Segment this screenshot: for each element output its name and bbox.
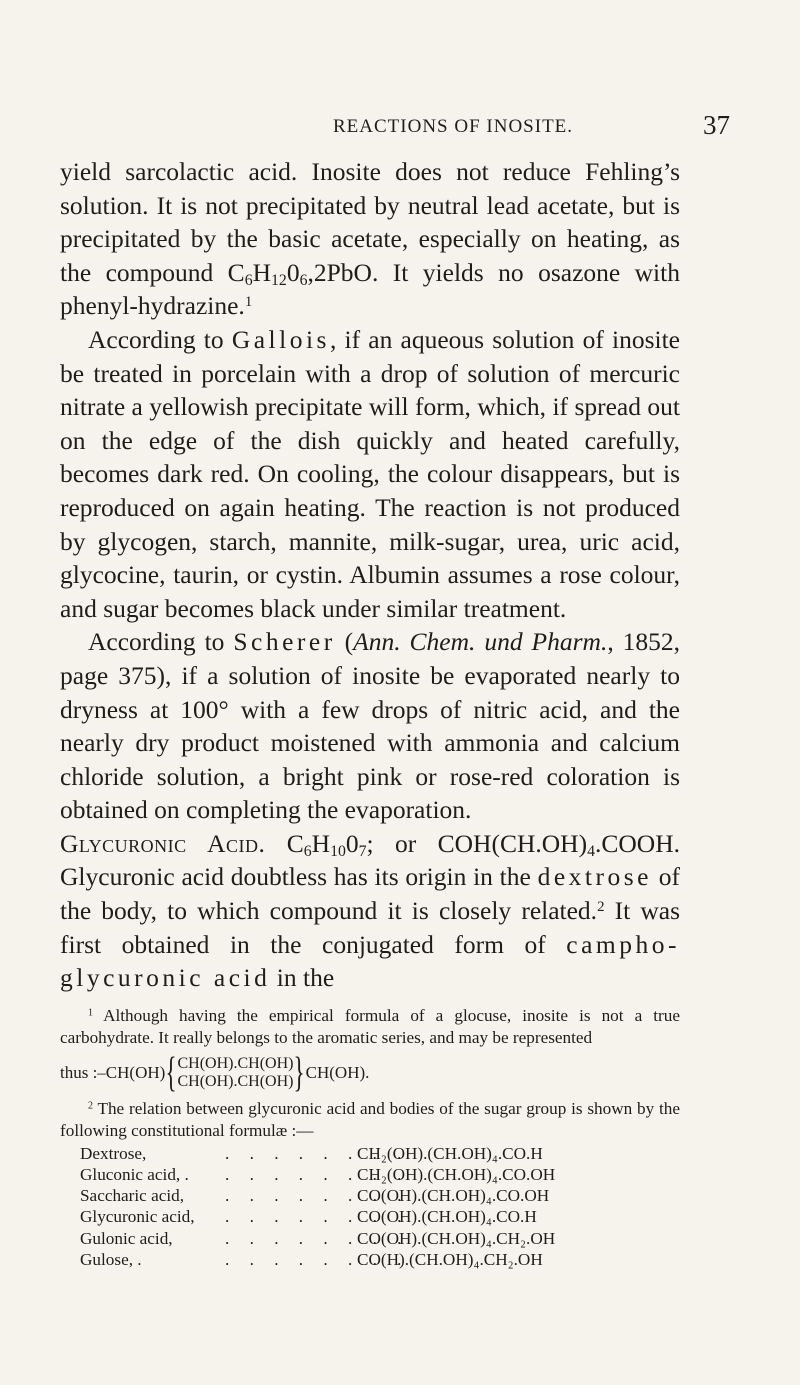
author-scherer: Scherer [233, 627, 336, 657]
left-brace: { [165, 1050, 177, 1096]
sugar-row: Gulonic acid, . . . . . . . . CO(OH).(CH.OH)₄.CH₂.OH [80, 1228, 556, 1248]
sugar-row: Glycuronic acid, . . . . . . . . CO(OH).(CH.OH)₄.CO.H [80, 1207, 537, 1227]
footnote-ref-2: 2 [597, 898, 605, 915]
formula-stack: CH(OH).CH(OH) CH(OH).CH(OH) [177, 1055, 294, 1090]
campho-glycuronic-spaced: campho-glycuronic acid [60, 929, 680, 993]
footnote-2: $^2$ The relation between glycuronic acid and bodies of the sugar group is shown by the following constitutional formulæ :— [60, 1099, 680, 1140]
paragraph-glycuronic-acid: Glycuronic Acid. $C_6H_{10}0_7$; or $COH(CH.OH)_4.COOH$. Glycuronic acid doubtless has its origin in the dextrose of the body, to which compound it is closely related.$^2$ It was first obtained in the conjugated form of campho-glycuronic acid in the [60, 828, 680, 993]
sugar-row: Dextrose, . . . . . . . . CH₂(OH).(CH.OH)₄.CO.H [80, 1143, 543, 1163]
paragraph-inosite-reactions: yield sarcolactic acid. Inosite does not reduce Fehling’s solution. It is not precipitated by neutral lead acetate, but is precipitated by the basic acetate, especially on heating, as the compound $C_6H_{12}0_6,2PbO$. It yields no osazone with phenyl-hydrazine.$^1$ [60, 157, 680, 321]
running-title: REACTIONS OF INOSITE. [333, 116, 574, 137]
sugar-row: Gulose, . . . . . . . . . CO(H).(CH.OH)₄.CH₂.OH [80, 1249, 543, 1269]
page-number: 37 [703, 110, 730, 140]
journal-citation: Ann. Chem. und Pharm. [353, 627, 608, 657]
footnote-ref-1: 1 [244, 294, 253, 311]
page-header [0, 110, 800, 144]
right-brace: } [294, 1050, 306, 1096]
paragraph-gallois: According to Gallois, if an aqueous solution of inosite be treated in porcelain with a drop of solution of mercuric nitrate a yellowish precipitate will form, which, if spread out on the edge of the dish quickly and heated carefully, becomes dark red. On cooling, the colour disappears, but is reproduced on again heating. The reaction is not produced by glycogen, starch, mannite, milk-sugar, urea, uric acid, glycocine, taurin, or cystin. Albumin assumes a rose colour, and sugar becomes black under similar treatment. [60, 324, 680, 623]
sugar-formula-table [60, 1143, 680, 1270]
paragraph-scherer: According to Scherer (Ann. Chem. und Pharm., 1852, page 375), if a solution of inosite be evaporated nearly to dryness at 100° with a few drops of nitric acid, and the nearly dry product moistened with ammonia and calcium chloride solution, a bright pink or rose-red coloration is obtained on completing the evaporation. [60, 627, 681, 825]
main-text [60, 155, 680, 995]
footnotes [60, 1005, 680, 1270]
footnote-1: $^1$ Although having the empirical formula of a glocuse, inosite is not a true carbohydrate. It really belongs to the aromatic series, and may be represented [60, 1006, 680, 1047]
section-heading-glycuronic: Glycuronic Acid. [60, 828, 266, 858]
author-gallois: Gallois [231, 324, 330, 354]
dextrose-spaced: dextrose [537, 862, 652, 892]
sugar-row: Saccharic acid, . . . . . . . . CO(OH).(CH.OH)₄.CO.OH [80, 1186, 550, 1206]
sugar-row: Gluconic acid, . . . . . . . . . CH₂(OH).(CH.OH)₄.CO.OH [80, 1165, 556, 1185]
inosite-structural-formula: thus :–CH(OH) { CH(OH).CH(OH) CH(OH).CH(OH) } CH(OH). [60, 1050, 370, 1096]
